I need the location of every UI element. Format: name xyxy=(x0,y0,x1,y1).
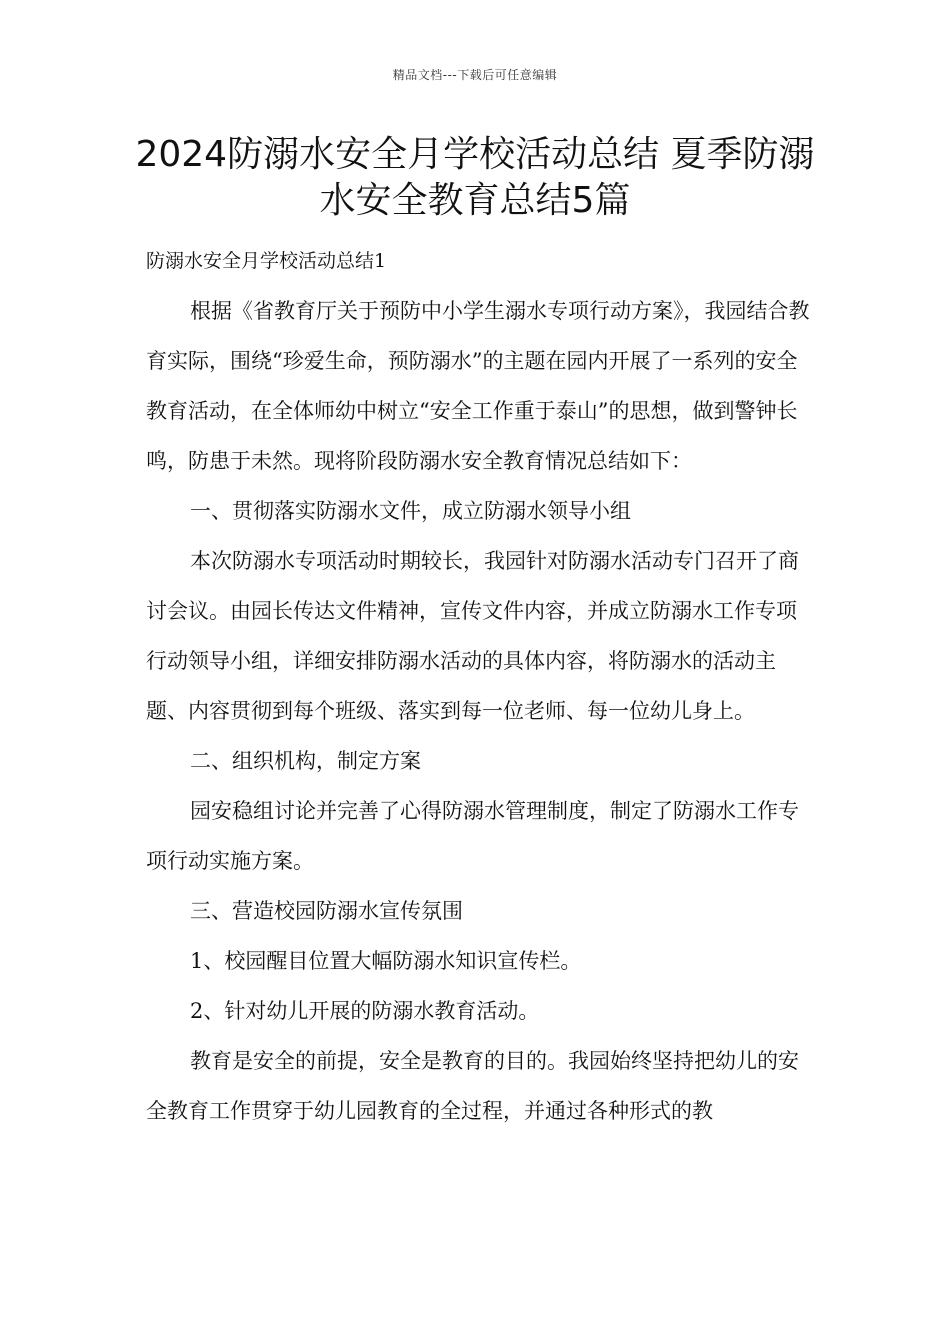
heading-section-2: 二、组织机构，制定方案 xyxy=(190,749,421,773)
list-item-2: 2、针对幼儿开展的防溺水教育活动。 xyxy=(190,999,540,1023)
paragraph-section-2: 园安稳组讨论并完善了心得防溺水管理制度，制定了防溺水工作专项行动实施方案。 xyxy=(146,799,799,873)
list-item-1: 1、校园醒目位置大幅防溺水知识宣传栏。 xyxy=(190,949,582,973)
section-subtitle: 防溺水安全月学校活动总结1 xyxy=(146,250,387,272)
heading-section-1: 一、贯彻落实防溺水文件，成立防溺水领导小组 xyxy=(190,499,631,523)
heading-section-3: 三、营造校园防溺水宣传氛围 xyxy=(190,899,463,923)
paragraph-section-1: 本次防溺水专项活动时期较长，我园针对防溺水活动专门召开了商讨会议。由园长传达文件精神，宣传文件内容，并成立防溺水工作专项行动领导小组，详细安排防溺水活动的具体内容，将防溺水的活动主题、内容贯彻到每个班级、落实到每一位老师、每一位幼儿身上。 xyxy=(146,549,799,723)
document-title: 2024防溺水安全月学校活动总结 夏季防溺水安全教育总结5篇 xyxy=(135,134,815,221)
paragraph-education: 教育是安全的前提，安全是教育的目的。我园始终坚持把幼儿的安全教育工作贯穿于幼儿园教育的全过程，并通过各种形式的教 xyxy=(146,1049,799,1123)
document-body xyxy=(146,236,810,1136)
header-note: 精品文档---下载后可任意编辑 xyxy=(392,68,558,82)
paragraph-intro: 根据《省教育厅关于预防中小学生溺水专项行动方案》，我园结合教育实际，围绕“珍爱生命，预防溺水”的主题在园内开展了一系列的安全教育活动，在全体师幼中树立“安全工作重于泰山”的思想，做到警钟长鸣，防患于未然。现将阶段防溺水安全教育情况总结如下： xyxy=(146,299,810,473)
